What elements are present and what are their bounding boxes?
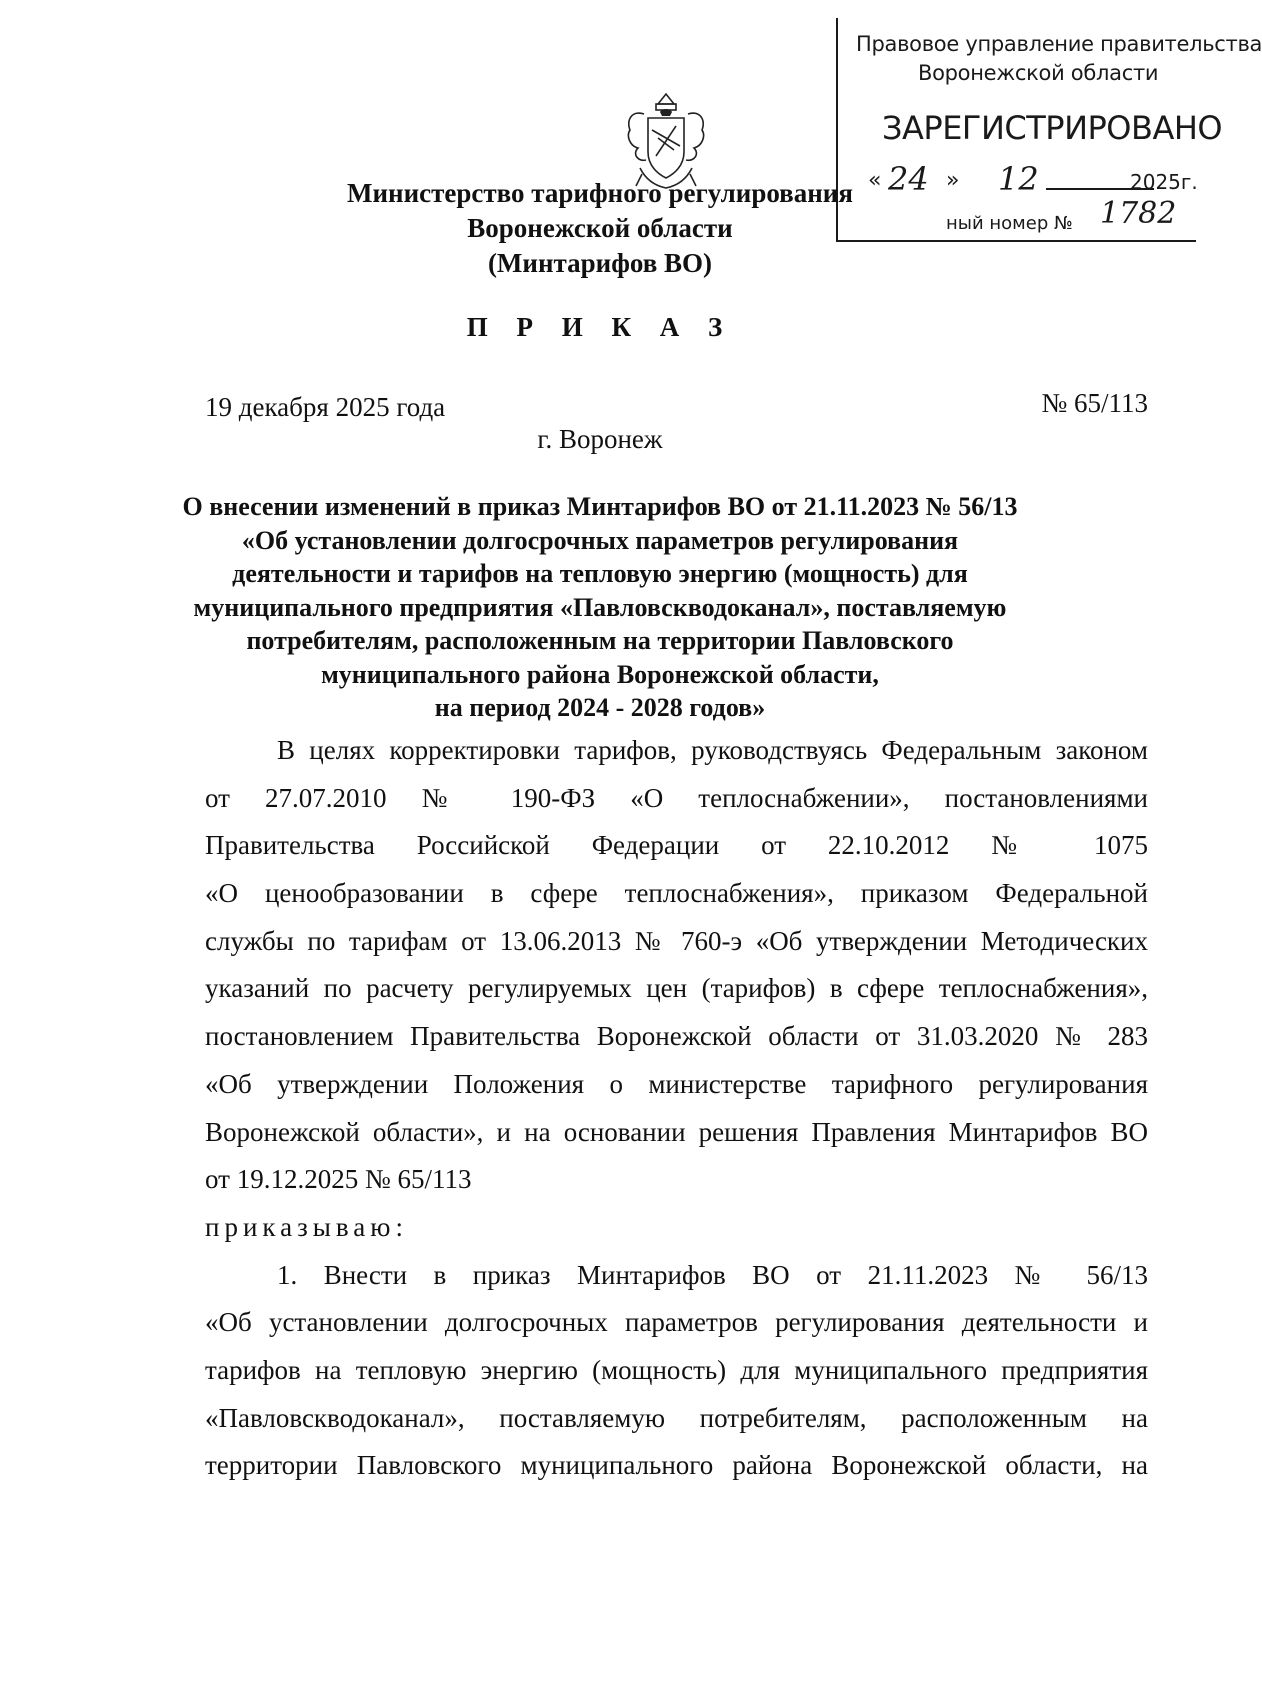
stamp-day: 24 — [888, 160, 929, 198]
title-line: на период 2024 - 2028 годов» — [434, 693, 766, 722]
body-line: службы по тарифам от 13.06.2013 № 760-э «Об утверждении Методических — [205, 925, 1148, 956]
stamp-year: 2025г. — [1130, 170, 1198, 194]
preamble-paragraph — [205, 727, 1148, 1490]
order-word: приказываю: — [205, 1211, 408, 1242]
stamp-number-label: ный номер № — [946, 213, 1073, 234]
item1-line: территории Павловского муниципального района Воронежской области, на — [205, 1450, 1148, 1481]
body-line: В целях корректировки тарифов, руководствуясь Федеральным законом — [277, 735, 1148, 765]
title-line: муниципального района Воронежской области, — [321, 659, 879, 689]
ministry-name-line2: Воронежской области — [467, 213, 733, 243]
stamp-org-line2: Воронежской области — [918, 61, 1159, 85]
document-date: 19 декабря 2025 года — [205, 392, 446, 422]
document-type: П Р И К А З — [466, 312, 734, 342]
ministry-name-line1: Министерство тарифного регулирования — [347, 178, 853, 208]
stamp-month: 12 — [998, 160, 1039, 198]
stamp-number: 1782 — [1100, 196, 1177, 231]
stamp-quote-open: « — [868, 168, 882, 193]
document-city: г. Воронеж — [537, 424, 663, 454]
stamp-registered: ЗАРЕГИСТРИРОВАНО — [882, 109, 1223, 147]
title-line: потребителям, расположенным на территории Павловского — [246, 626, 954, 655]
stamp-org-line1: Правовое управление правительства — [856, 32, 1262, 56]
body-line: «Об утверждении Положения о министерстве тарифного регулирования — [205, 1068, 1148, 1099]
body-line: «О ценообразовании в сфере теплоснабжения», приказом Федеральной — [205, 878, 1148, 909]
title-line: муниципального предприятия «Павловскводоканал», поставляемую — [193, 592, 1007, 622]
ministry-short-name: (Минтарифов ВО) — [487, 248, 713, 278]
body-line: указаний по расчету регулируемых цен (тарифов) в сфере теплоснабжения», — [205, 973, 1148, 1004]
body-line: постановлением Правительства Воронежской области от 31.03.2020 № 283 — [205, 1021, 1148, 1052]
body-line: Правительства Российской Федерации от 22.10.2012 № 1075 — [205, 830, 1148, 861]
body-line: от 19.12.2025 № 65/113 — [205, 1164, 472, 1195]
item1-line: 1. Внести в приказ Минтарифов ВО от 21.11.2023 № 56/13 — [277, 1259, 1148, 1290]
document-title — [0, 490, 1200, 725]
stamp-quote-close: » — [946, 168, 960, 193]
item1-line: тарифов на тепловую энергию (мощность) для муниципального предприятия — [205, 1354, 1148, 1385]
document-number: № 65/113 — [1041, 388, 1148, 418]
title-line: О внесении изменений в приказ Минтарифов ВО от 21.11.2023 № 56/13 — [182, 492, 1018, 521]
item1-line: «Павловскводоканал», поставляемую потребителям, расположенным на — [205, 1402, 1148, 1433]
title-line: деятельности и тарифов на тепловую энергию (мощность) для — [232, 559, 968, 588]
body-line: Воронежской области», и на основании решения Правления Минтарифов ВО — [205, 1116, 1148, 1147]
title-line: «Об установлении долгосрочных параметров регулирования — [241, 525, 959, 555]
item1-line: «Об установлении долгосрочных параметров регулирования деятельности и — [205, 1307, 1148, 1338]
body-line: от 27.07.2010 № 190-ФЗ «О теплоснабжении», постановлениями — [205, 782, 1148, 813]
